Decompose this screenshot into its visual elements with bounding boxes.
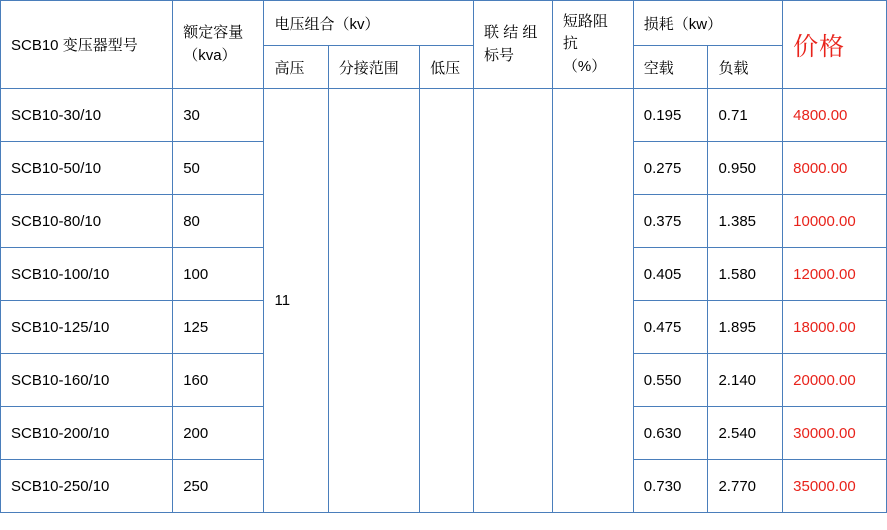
header-hv: 高压	[264, 46, 328, 89]
cell-model: SCB10-100/10	[1, 248, 173, 301]
cell-capacity: 100	[173, 248, 264, 301]
cell-load: 2.540	[708, 407, 783, 460]
header-impedance-line2: （%）	[562, 57, 607, 75]
cell-price: 18000.00	[783, 301, 887, 354]
cell-price: 35000.00	[783, 460, 887, 513]
cell-model: SCB10-200/10	[1, 407, 173, 460]
header-impedance-line1: 短路阻抗	[562, 12, 608, 53]
cell-no-load: 0.475	[633, 301, 708, 354]
header-price: 价格	[783, 1, 887, 89]
header-model: SCB10 变压器型号	[1, 1, 173, 89]
header-capacity	[173, 1, 264, 89]
cell-no-load: 0.730	[633, 460, 708, 513]
header-capacity-line2: （kva）	[183, 46, 237, 64]
cell-model: SCB10-160/10	[1, 354, 173, 407]
header-tap-range: 分接范围	[328, 46, 419, 89]
cell-load: 1.385	[708, 195, 783, 248]
cell-lv-merged	[420, 89, 474, 513]
cell-price: 8000.00	[783, 142, 887, 195]
table-row	[1, 89, 887, 142]
cell-capacity: 50	[173, 142, 264, 195]
cell-tap-range-merged	[328, 89, 419, 513]
cell-price: 30000.00	[783, 407, 887, 460]
cell-model: SCB10-50/10	[1, 142, 173, 195]
cell-load: 0.71	[708, 89, 783, 142]
cell-price: 12000.00	[783, 248, 887, 301]
cell-capacity: 200	[173, 407, 264, 460]
cell-load: 2.770	[708, 460, 783, 513]
cell-load: 0.950	[708, 142, 783, 195]
header-no-load: 空载	[633, 46, 708, 89]
cell-model: SCB10-80/10	[1, 195, 173, 248]
header-connection-line2: 标号	[484, 46, 515, 64]
cell-load: 1.580	[708, 248, 783, 301]
header-loss: 损耗（kw）	[633, 1, 782, 46]
cell-capacity: 125	[173, 301, 264, 354]
header-voltage-group: 电压组合（kv）	[264, 1, 474, 46]
cell-price: 10000.00	[783, 195, 887, 248]
cell-no-load: 0.275	[633, 142, 708, 195]
cell-capacity: 160	[173, 354, 264, 407]
cell-price: 20000.00	[783, 354, 887, 407]
cell-capacity: 30	[173, 89, 264, 142]
cell-no-load: 0.375	[633, 195, 708, 248]
cell-capacity: 80	[173, 195, 264, 248]
header-load: 负载	[708, 46, 783, 89]
header-connection	[474, 1, 553, 89]
cell-model: SCB10-30/10	[1, 89, 173, 142]
cell-capacity: 250	[173, 460, 264, 513]
cell-no-load: 0.630	[633, 407, 708, 460]
cell-no-load: 0.550	[633, 354, 708, 407]
cell-model: SCB10-125/10	[1, 301, 173, 354]
cell-impedance-merged	[552, 89, 633, 513]
header-capacity-line1: 额定容量	[183, 24, 244, 41]
cell-load: 2.140	[708, 354, 783, 407]
cell-no-load: 0.405	[633, 248, 708, 301]
table-header-row-1	[1, 1, 887, 46]
cell-hv-merged: 11	[264, 89, 328, 513]
header-lv: 低压	[420, 46, 474, 89]
cell-connection-merged	[474, 89, 553, 513]
cell-load: 1.895	[708, 301, 783, 354]
cell-no-load: 0.195	[633, 89, 708, 142]
header-impedance	[552, 1, 633, 89]
cell-model: SCB10-250/10	[1, 460, 173, 513]
header-connection-line1: 联 结 组	[484, 24, 538, 41]
cell-price: 4800.00	[783, 89, 887, 142]
